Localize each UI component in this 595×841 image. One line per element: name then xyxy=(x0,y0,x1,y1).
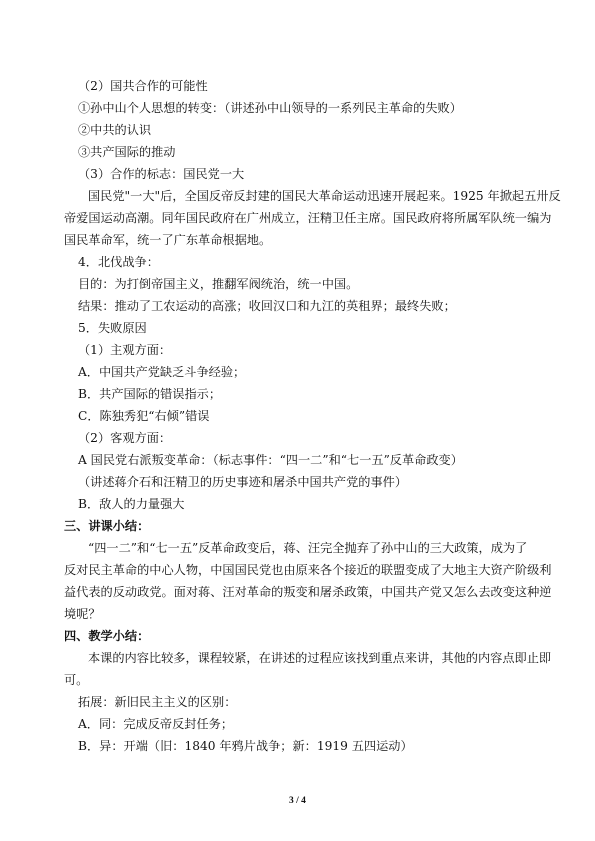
paragraph-line: 帝爱国运动高潮。同年国民政府在广州成立，汪精卫任主席。国民政府将所属军队统一编为 xyxy=(64,211,552,225)
list-item: B．异：开端（旧：1840 年鸦片战争；新：1919 五四运动） xyxy=(78,739,413,753)
list-item: A．同：完成反帝反封任务； xyxy=(78,717,234,731)
subheading-extension: 拓展：新旧民主主义的区别： xyxy=(78,695,237,709)
paragraph-line: 国民党"一大"后，全国反帝反封建的国民大革命运动迅速开展起来。1925 年掀起五卅反 xyxy=(88,189,561,203)
list-item: A．中国共产党缺乏斗争经验； xyxy=(78,365,246,379)
paragraph-line: 境呢？ xyxy=(64,607,101,621)
section-heading-teaching-summary: 四、教学小结： xyxy=(64,629,150,643)
subheading-subjective: （1）主观方面： xyxy=(78,343,172,357)
subheading-northern-expedition: 4．北伐战争： xyxy=(78,255,159,269)
list-item: ③共产国际的推动 xyxy=(78,145,176,159)
list-item: ②中共的认识 xyxy=(78,123,152,137)
paragraph-line: 结果：推动了工农运动的高涨；收回汉口和九江的英租界；最终失败； xyxy=(78,299,456,313)
section-heading-lecture-summary: 三、讲课小结： xyxy=(64,519,150,533)
paragraph-line: 国民革命军，统一了广东革命根据地。 xyxy=(64,233,272,247)
subheading-objective: （2）客观方面： xyxy=(78,431,172,445)
subheading-failure-reasons: 5．失败原因 xyxy=(78,321,147,335)
list-item: C．陈独秀犯“右倾”错误 xyxy=(78,409,210,423)
paragraph-line: 目的：为打倒帝国主义，推翻军阀统治，统一中国。 xyxy=(78,277,359,291)
page-number: 3 / 4 xyxy=(289,796,306,806)
subheading-cooperation-sign: （3）合作的标志：国民党一大 xyxy=(78,167,245,181)
paragraph-line: 可。 xyxy=(64,673,89,687)
paragraph-line: 本课的内容比较多，课程较紧，在讲述的过程应该找到重点来讲，其他的内容点即止即 xyxy=(88,651,552,665)
list-item: A 国民党右派叛变革命：（标志事件：“四一二”和“七一五”反革命政变） xyxy=(78,453,463,467)
note-line: （讲述蒋介石和汪精卫的历史事迹和屠杀中国共产党的事件） xyxy=(78,475,408,489)
subheading-cooperation-possibility: （2）国共合作的可能性 xyxy=(78,79,208,93)
paragraph-line: “四一二”和“七一五”反革命政变后，蒋、汪完全抛弃了孙中山的三大政策，成为了 xyxy=(88,541,528,555)
list-item: ①孙中山个人思想的转变：（讲述孙中山领导的一系列民主革命的失败） xyxy=(78,101,462,115)
list-item: B．共产国际的错误指示； xyxy=(78,387,222,401)
list-item: B．敌人的力量强大 xyxy=(78,497,185,511)
paragraph-line: 益代表的反动政党。面对蒋、汪对革命的叛变和屠杀政策，中国共产党又怎么去改变这种逆 xyxy=(64,585,552,599)
paragraph-line: 反对民主革命的中心人物，中国国民党也由原来各个接近的联盟变成了大地主大资产阶级利 xyxy=(64,563,552,577)
